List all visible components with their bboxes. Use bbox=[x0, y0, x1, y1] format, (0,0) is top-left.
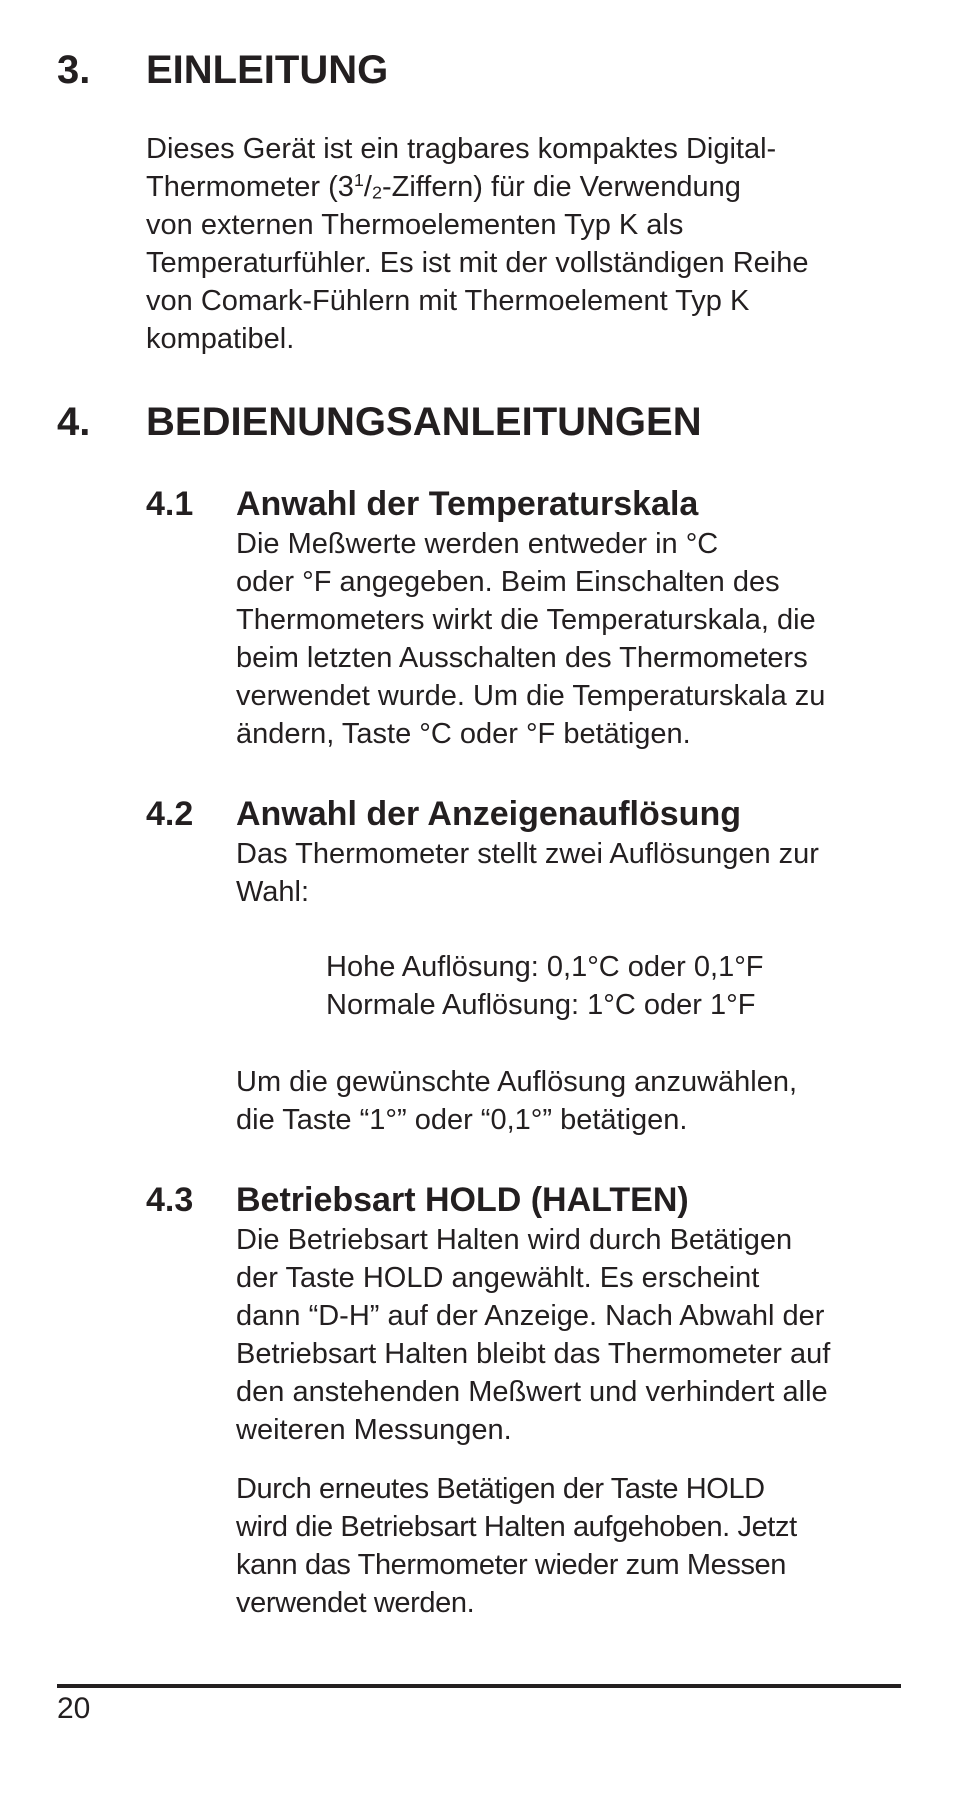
section-4-heading bbox=[57, 398, 702, 446]
text-line: Thermometer $(3^1/_2-Ziffern)$ für die Verwendung bbox=[146, 170, 741, 203]
text-line: Das Thermometer stellt zwei Auflösungen zur bbox=[236, 838, 819, 870]
text-line: ändern, Taste °C oder °F betätigen. bbox=[236, 718, 691, 750]
subsection-number: 4.3 bbox=[146, 1181, 194, 1219]
fraction-numerator: 1 bbox=[353, 170, 364, 191]
section-number: 4. bbox=[57, 400, 91, 444]
footer-rule bbox=[57, 1684, 901, 1688]
text-line: Thermometers wirkt die Temperaturskala, die bbox=[236, 604, 816, 636]
subsection-title: Anwahl der Temperaturskala bbox=[236, 485, 699, 523]
text-line: Um die gewünschte Auflösung anzuwählen, bbox=[236, 1066, 798, 1098]
option-high-resolution: Hohe Auflösung: 0,1°C oder 0,1°F bbox=[326, 951, 764, 983]
page-number: 20 bbox=[57, 1692, 91, 1725]
section-3-heading bbox=[57, 46, 388, 94]
section-title: BEDIENUNGSANLEITUNGEN bbox=[146, 400, 702, 444]
section-3-paragraph bbox=[146, 130, 808, 358]
text-line: verwendet werden. bbox=[236, 1587, 475, 1619]
text-line: Betriebsart Halten bleibt das Thermometer auf bbox=[236, 1338, 831, 1370]
subsection-title: Anwahl der Anzeigenauflösung bbox=[236, 795, 741, 833]
text-line: beim letzten Ausschalten des Thermometers bbox=[236, 642, 808, 674]
subsection-number: 4.1 bbox=[146, 485, 194, 523]
subsection-4-1-paragraph bbox=[236, 525, 825, 753]
text-line: kann das Thermometer wieder zum Messen bbox=[236, 1549, 787, 1581]
section-title: EINLEITUNG bbox=[146, 48, 389, 92]
text-line: oder °F angegeben. Beim Einschalten des bbox=[236, 566, 780, 598]
text-line: Temperaturfühler. Es ist mit der vollständigen Reihe bbox=[146, 247, 809, 279]
resolution-options bbox=[326, 948, 764, 1024]
subsection-4-2-instruction bbox=[236, 1063, 797, 1139]
text-line: Dieses Gerät ist ein tragbares kompaktes Digital- bbox=[146, 133, 777, 165]
subsection-4-2-paragraph bbox=[236, 835, 819, 911]
text-line: von externen Thermoelementen Typ K als bbox=[146, 209, 684, 241]
text-line: Durch erneutes Betätigen der Taste HOLD bbox=[236, 1473, 765, 1505]
subsection-4-3-heading bbox=[146, 1180, 689, 1220]
subsection-4-2-heading bbox=[146, 794, 741, 834]
text-line: Die Betriebsart Halten wird durch Betätigen bbox=[236, 1224, 793, 1256]
subsection-number: 4.2 bbox=[146, 795, 194, 833]
text-line: Die Meßwerte werden entweder in °C bbox=[236, 528, 719, 560]
text-line: Wahl: bbox=[236, 876, 310, 908]
text-line: von Comark-Fühlern mit Thermoelement Typ K bbox=[146, 285, 750, 317]
fraction-denominator: 2 bbox=[371, 182, 382, 203]
subsection-title: Betriebsart HOLD (HALTEN) bbox=[236, 1181, 689, 1219]
text-line: den anstehenden Meßwert und verhindert alle bbox=[236, 1376, 828, 1408]
text-line: wird die Betriebsart Halten aufgehoben. Jetzt bbox=[236, 1511, 797, 1543]
text-line: kompatibel. bbox=[146, 323, 295, 355]
text-line: weiteren Messungen. bbox=[236, 1414, 512, 1446]
text-line: die Taste “1°” oder “0,1°” betätigen. bbox=[236, 1104, 688, 1136]
text-line: dann “D-H” auf der Anzeige. Nach Abwahl der bbox=[236, 1300, 825, 1332]
text-line: verwendet wurde. Um die Temperaturskala zu bbox=[236, 680, 826, 712]
subsection-4-3-paragraph bbox=[236, 1221, 830, 1449]
subsection-4-3-paragraph-2 bbox=[236, 1470, 797, 1622]
subsection-4-1-heading bbox=[146, 484, 698, 524]
option-normal-resolution: Normale Auflösung: 1°C oder 1°F bbox=[326, 989, 756, 1021]
section-number: 3. bbox=[57, 48, 91, 92]
text-line: der Taste HOLD angewählt. Es erscheint bbox=[236, 1262, 760, 1294]
